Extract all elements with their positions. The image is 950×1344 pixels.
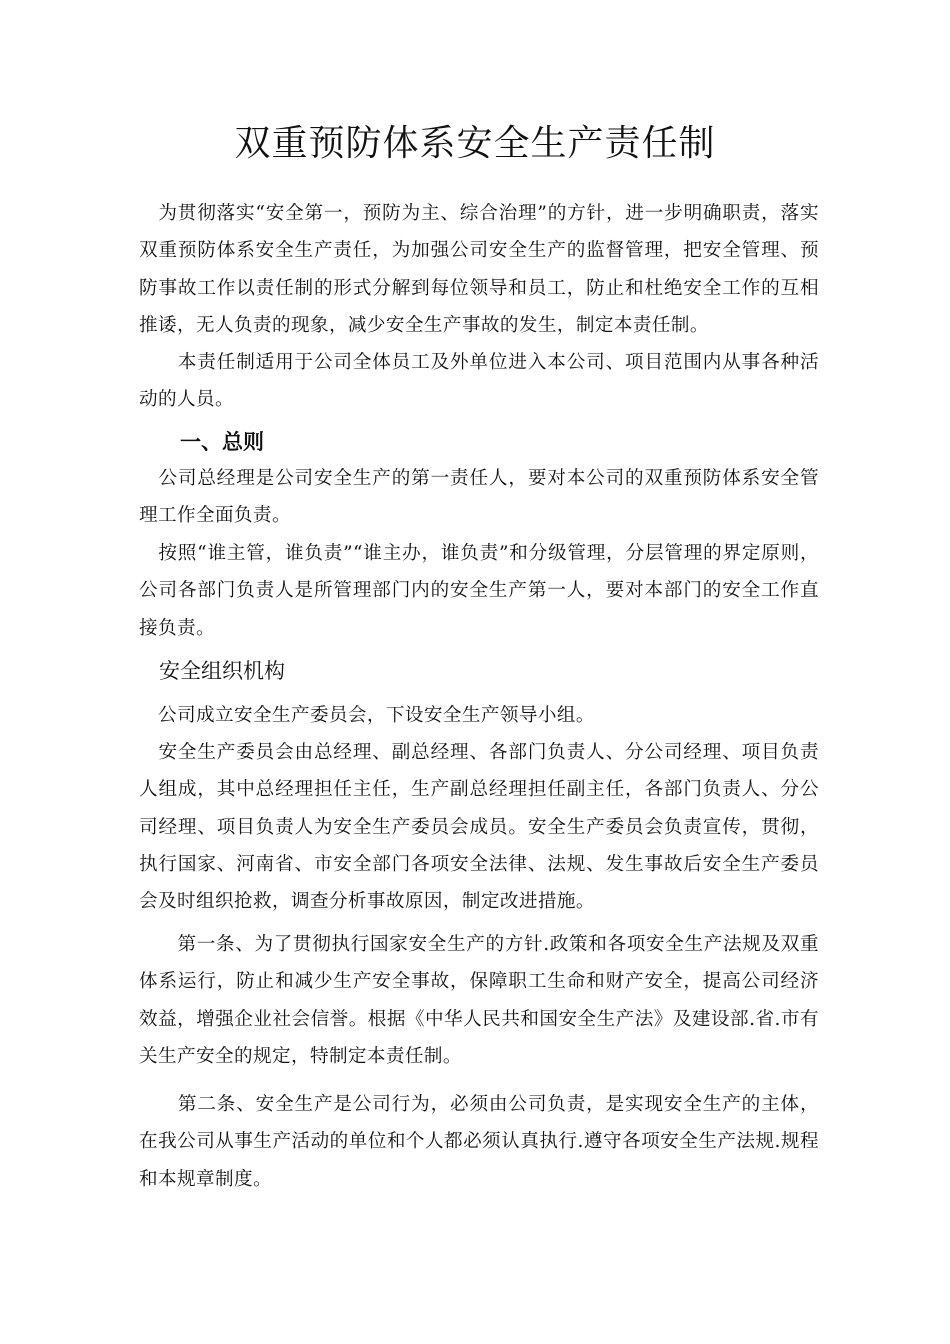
- intro-paragraph-2: 本责任制适用于公司全体员工及外单位进入本公司、项目范围内从事各种活动的人员。: [139, 352, 819, 411]
- organization-paragraph-1: 公司成立安全生产委员会，下设安全生产领导小组。: [139, 705, 595, 726]
- section-heading-general: 一、总则: [180, 430, 264, 454]
- document-title: 双重预防体系安全生产责任制: [234, 123, 716, 164]
- general-paragraph-1: 公司总经理是公司安全生产的第一责任人，要对本公司的双重预防体系安全管理工作全面负责。: [139, 468, 819, 527]
- section-heading-organization: 安全组织机构: [159, 659, 285, 683]
- general-paragraph-2: 按照“谁主管，谁负责”“谁主办，谁负责”和分级管理，分层管理的界定原则，公司各部门负责人是所管理部门内的安全生产第一人，要对本部门的安全工作直接负责。: [139, 543, 819, 639]
- intro-paragraph-1: 为贯彻落实“安全第一，预防为主、综合治理”的方针，进一步明确职责，落实双重预防体系安全生产责任，为加强公司安全生产的监督管理，把安全管理、预防事故工作以责任制的形式分解到每位领导和员工，防止和杜绝安全工作的互相推诿，无人负责的现象，减少安全生产事故的发生，制定本责任制。: [139, 203, 819, 336]
- article-1: 第一条、为了贯彻执行国家安全生产的方针.政策和各项安全生产法规及双重体系运行，防止和减少生产安全事故，保障职工生命和财产安全，提高公司经济效益，增强企业社会信誉。根据《中华人民共和国安全生产法》及建设部.省.市有关生产安全的规定，特制定本责任制。: [139, 934, 819, 1067]
- organization-paragraph-2: 安全生产委员会由总经理、副总经理、各部门负责人、分公司经理、项目负责人组成，其中总经理担任主任，生产副总经理担任副主任，各部门负责人、分公司经理、项目负责人为安全生产委员会成员。安全生产委员会负责宣传，贯彻，执行国家、河南省、市安全部门各项安全法律、法规、发生事故后安全生产委员会及时组织抢救，调查分析事故原因，制定改进措施。: [139, 742, 819, 913]
- article-2: 第二条、安全生产是公司行为，必须由公司负责，是实现安全生产的主体，在我公司从事生产活动的单位和个人都必须认真执行.遵守各项安全生产法规.规程和本规章制度。: [139, 1094, 819, 1190]
